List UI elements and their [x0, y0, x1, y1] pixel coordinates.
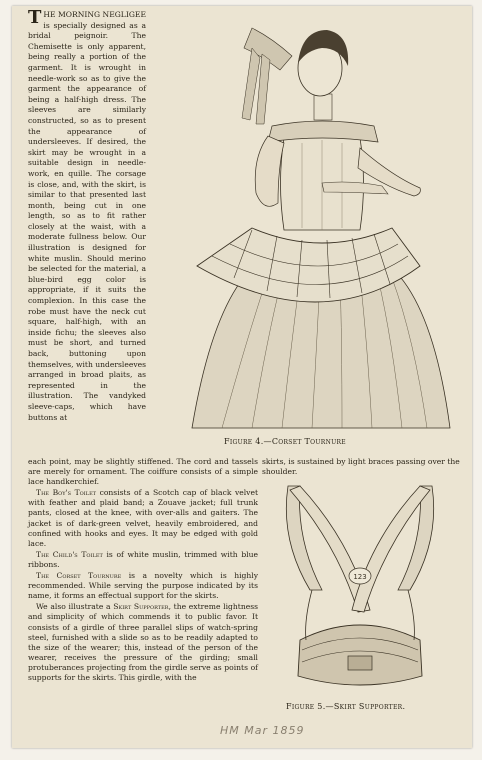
intro-title: HE MORNING NEGLIGEE [43, 10, 146, 19]
skirt-supporter-body: , the extreme lightness and simplicity of which commends it to public favor. It consists of a girdle of three parallel slips of watch-spring steel, furnished with a slide so as to be readily adapted to the size of the wearer; this, instead of the person of the wearer, receives the pressure of the girding; small protuberances projecting from the girdle serve as points of supports for the skirts. This girdle, with the [28, 602, 258, 682]
skirt-supporter-illustration [260, 480, 460, 700]
intro-body: is specially designed as a bridal peignoir. The Chemisette is only apparent, being really a portion of the garment. It is wrought in needle-work so as to give the garment the appearance of being a half-high dress. The sleeves are similarly constructed, so as to present the appearance of undersleeves. If desired, the skirt may be wrought in a suitable design in needle-work, en quille. The corsage is close, and, with the skirt, is similar to that presented last month, being cut in one length, so as to fit rather closely at the waist, with a moderate fullness below. Our illustration is designed for white muslin. Should merino be selected for the material, a blue-bird egg color is appropriate, if it suits the complexion. In this case the robe must have the neck cut square, half-high, with an inside fichu; the sleeves also must be short, and turned back, buttoning upon themselves, with undersleeves arranged in broad plaits, as represented in the illustration. The vandyked sleeve-caps, which have buttons at [28, 20, 147, 422]
lower-left-column [28, 457, 258, 684]
handwritten-annotation: HM Mar 1859 [220, 724, 305, 737]
skirt-supporter-intro: We also illustrate a [36, 602, 111, 612]
corset-tournure-illustration [152, 8, 452, 436]
childs-toilet-paragraph [28, 550, 258, 570]
childs-toilet-title: The Child's Toilet [36, 549, 103, 559]
corset-tournure-title: The Corset Tournure [36, 571, 122, 581]
boys-toilet-title: The Boy's Toilet [36, 488, 97, 498]
corset-tournure-paragraph [28, 571, 258, 601]
badge-number: 123 [353, 573, 367, 581]
magazine-page [12, 6, 472, 748]
figure-5-caption: Figure 5.—Skirt Supporter. [286, 702, 406, 711]
corset-tournure-body: is a novelty which is highly recommended. While serving the purpose indicated by its name, it forms an effectual support for the skirts. [28, 571, 258, 601]
right-column-continuation: skirts, is sustained by light braces passing over the shoulder. [262, 457, 460, 477]
childs-toilet-body: is of white muslin, trimmed with blue ribbons. [28, 549, 258, 569]
boys-toilet-paragraph [28, 488, 258, 549]
drop-cap: T [28, 7, 42, 28]
figure-4-caption: Figure 4.—Corset Tournure [224, 437, 346, 446]
boys-toilet-body: consists of a Scotch cap of black velvet with feather and plaid band; a Zouave jacket; full trunk pants, closed at the knee, with over-alls and gaiters. The jacket is of dark-green velvet, heavily embroidered, and confined with hooks and eyes. It may be edged with gold lace. [28, 488, 258, 548]
skirt-supporter-title: Skirt Supporter [113, 602, 169, 612]
skirt-supporter-paragraph [28, 602, 258, 683]
intro-column [28, 7, 147, 423]
intro-continuation: each point, may be slightly stiffened. The cord and tassels are merely for ornament. The coiffure consists of a simple lace handkerchief. [28, 457, 258, 487]
